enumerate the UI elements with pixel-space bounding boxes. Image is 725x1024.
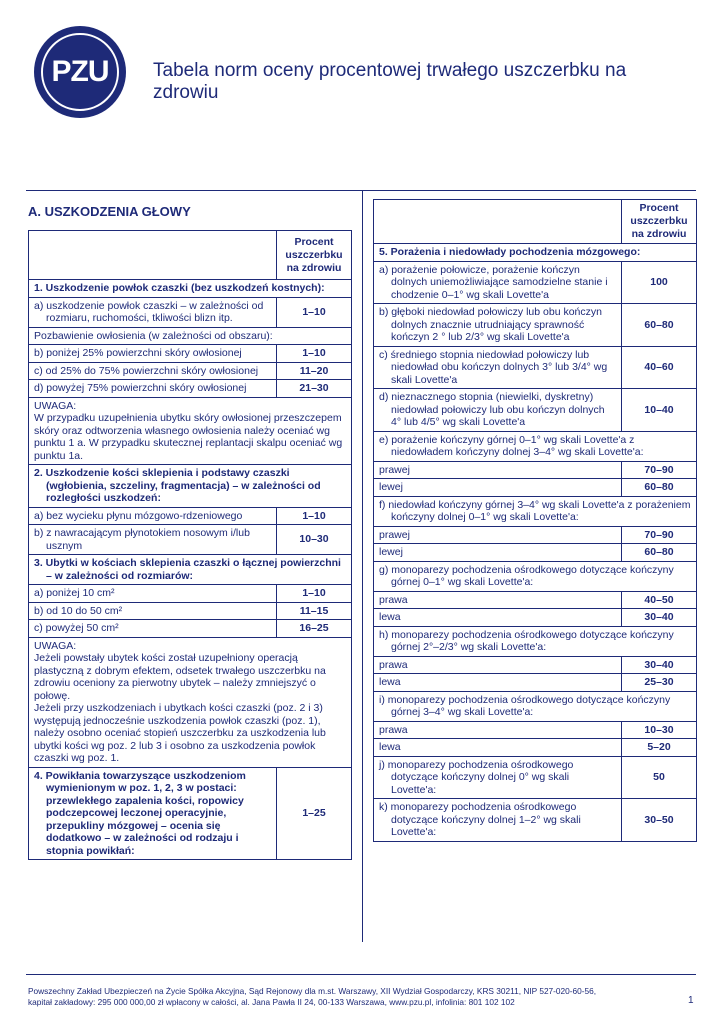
table-row [374,591,697,609]
limb-side-label [374,544,622,562]
percent-value: 70–90 [622,461,697,479]
row-text: prawej [379,528,410,541]
table-row [29,555,352,585]
row-text: lewa [379,741,401,753]
table-row [374,544,697,562]
table-row [29,507,352,525]
table-row [374,304,697,347]
limb-side-label [374,609,622,627]
table-row [29,362,352,380]
row-description [374,799,622,842]
table-row [29,767,352,860]
row-text: j) monoparezy pochodzenia ośrodkowego dotyczące kończyny dolnej 0° wg skali Lovette'a: [379,758,574,796]
limb-side-label [374,461,622,479]
row-text: UWAGA: W przypadku uzupełnienia ubytku skóry owłosionej przeszczepem skóry oraz odtworzenia własnego owłosienia należy oceniać wg punktu 1 a. W przypadku skutecznej replantacji skalpu oceniać wg punktu 1a. [34,399,343,462]
table-row [374,479,697,497]
table-row [29,620,352,638]
footer-line-2: kapitał zakładowy: 295 000 000,00 zł wpłacony w całości, al. Jana Pawła II 24, 00-133 Warszawa, www.pzu.pl, infolinia: 801 102 102 [28,997,515,1007]
table-row [374,244,697,262]
row-text: d) powyżej 75% powierzchni skóry owłosionej [34,382,247,394]
row-description [374,561,697,591]
row-text: prawa [379,593,408,606]
percent-value: 40–50 [622,591,697,609]
percent-value: 21–30 [277,380,352,398]
percent-value: 30–40 [622,609,697,627]
percent-value: 70–90 [622,526,697,544]
row-text: e) porażenie kończyny górnej 0–1° wg skali Lovette'a z niedowładem kończyny dolnej 3–4° wg skali Lovette'a: [379,433,644,458]
row-description [29,345,277,363]
row-description [29,380,277,398]
left-norms-table [28,230,352,860]
table-header-row [29,231,352,280]
header-empty-cell [374,200,622,244]
table-row [374,526,697,544]
row-description [374,346,622,389]
pzu-logo-ring [41,33,119,111]
limb-side-label [374,739,622,757]
row-text: prawa [379,723,408,736]
percent-value: 5–20 [622,739,697,757]
row-text: a) porażenie połowicze, porażenie kończyn dolnych uniemożliwiające samodzielne stanie i chodzenie 0–1° wg skali Lovette'a [379,263,608,301]
row-text: UWAGA: Jeżeli powstały ubytek kości został uzupełniony operacją plastyczną z dobrym efektem, odsetek trwałego uszczerbku na zdrowiu oceniony za pierwotny ubytek – należy zmniejszyć o połowę. Jeżeli przy uszkodzeniach i ubytkach kości czaszki (poz. 2 i 3) występują jednocześnie uszkodzenia powłok czaszki (poz. 1), należy osobno oceniać stopień uszczerbku za uszkodzenia lub ubytki kości wg poz. 2 lub 3 i osobno za uszkodzenia powłok czaszki wg poz. 1. [34,639,326,764]
percent-value: 10–30 [277,525,352,555]
row-text: 4. Powikłania towarzyszące uszkodzeniom wymienionym w poz. 1, 2, 3 w postaci: przewlekłego zapalenia kości, ropowicy podczepcowej leczonej operacyjnie, przepukliny mózgowej – ocenia się dodatkowo – w zależności od rodzaju i stopnia powikłań: [34,769,246,857]
row-text: a) poniżej 10 cm² [34,587,115,599]
table-row [374,609,697,627]
section-heading [29,465,352,508]
row-description [374,304,622,347]
limb-side-label [374,674,622,692]
row-description [374,389,622,432]
percent-value: 100 [622,261,697,304]
row-description [374,626,697,656]
footer-line-1: Powszechny Zakład Ubezpieczeń na Życie Spółka Akcyjna, Sąd Rejonowy dla m.st. Warszawy, XII Wydział Gospodarczy, KRS 30211, NIP 527-020-60-56, [28,986,597,996]
header-empty-cell [29,231,277,280]
row-description [374,496,697,526]
row-description [374,431,697,461]
table-row [29,327,352,345]
table-row [374,561,697,591]
row-text: b) od 10 do 50 cm² [34,604,123,617]
section-heading [29,767,277,860]
column-divider [362,191,363,942]
section-heading [374,244,697,262]
section-heading [29,555,352,585]
percent-value: 1–25 [277,767,352,860]
percent-value: 60–80 [622,479,697,497]
row-text: lewa [379,611,401,623]
table-row [374,799,697,842]
row-text: b) głęboki niedowład połowiczy lub obu kończyn dolnych znacznie utrudniający sprawność kończyn 2 ° lub 2/3° wg skali Lovette'a [379,306,602,343]
percent-value: 16–25 [277,620,352,638]
table-row [374,739,697,757]
limb-side-label [374,526,622,544]
row-text: c) średniego stopnia niedowład połowiczy lub niedowład obu kończyn dolnych 3° lub 3/4° wg skali Lovette'a [379,348,608,386]
percent-value: 30–40 [622,656,697,674]
limb-side-label [374,591,622,609]
row-description [29,507,277,525]
row-text: lewej [379,546,403,558]
limb-side-label [374,479,622,497]
row-description [29,525,277,555]
table-row [374,721,697,739]
table-row [29,397,352,465]
right-norms-table [373,199,697,842]
section-heading [29,280,352,298]
limb-side-label [374,721,622,739]
left-table-body [29,231,352,860]
table-row [374,261,697,304]
table-row [374,626,697,656]
table-row [29,280,352,298]
table-row [29,585,352,603]
row-description [29,327,352,345]
row-description [29,620,277,638]
table-row [29,637,352,767]
row-text: Pozbawienie owłosienia (w zależności od obszaru): [34,329,273,342]
percent-value: 10–40 [622,389,697,432]
row-text: b) z nawracającym płynotokiem nosowym i/lub usznym [34,527,250,552]
percent-value: 25–30 [622,674,697,692]
row-text: g) monoparezy pochodzenia ośrodkowego dotyczące kończyny górnej 0–1° wg skali Lovette'a: [379,563,674,588]
row-text: a) bez wycieku płynu mózgowo-rdzeniowego [34,509,243,522]
pzu-logo [34,26,126,118]
row-text: b) poniżej 25% powierzchni skóry owłosionej [34,347,242,359]
table-header-row [374,200,697,244]
table-row [374,389,697,432]
percent-value: 1–10 [277,345,352,363]
row-text: 5. Porażenia i niedowłady pochodzenia mózgowego: [379,246,641,258]
table-row [374,656,697,674]
percent-value: 1–10 [277,507,352,525]
row-description [374,691,697,721]
row-description [29,397,352,465]
table-row [29,297,352,327]
table-row [374,691,697,721]
row-text: d) nieznacznego stopnia (niewielki, dyskretny) niedowład połowiczy lub obu kończyn dolnych 4° lub 4/5° wg skali Lovette'a [379,391,605,428]
row-text: h) monoparezy pochodzenia ośrodkowego dotyczące kończyny górnej 2°–2/3° wg skali Lovette'a: [379,628,674,653]
row-text: i) monoparezy pochodzenia ośrodkowego dotyczące kończyny górnej 3–4° wg skali Lovette'a: [379,693,671,718]
footer-divider [26,974,696,975]
row-text: k) monoparezy pochodzenia ośrodkowego dotyczące kończyny dolnej 1–2° wg skali Lovette'a: [379,801,581,838]
percent-value: 60–80 [622,304,697,347]
row-description [29,637,352,767]
row-text: lewej [379,481,403,493]
table-row [29,345,352,363]
row-text: c) powyżej 50 cm² [34,622,119,634]
percent-value: 40–60 [622,346,697,389]
table-row [374,756,697,799]
percent-value: 1–10 [277,297,352,327]
table-row [374,674,697,692]
percent-value: 30–50 [622,799,697,842]
table-row [374,431,697,461]
section-a-title: A. USZKODZENIA GŁOWY [28,204,191,219]
table-row [29,525,352,555]
column-header: Procent uszczerbku na zdrowiu [622,200,697,244]
table-row [29,380,352,398]
table-row [374,346,697,389]
percent-value: 1–10 [277,585,352,603]
row-text: f) niedowład kończyny górnej 3–4° wg skali Lovette'a z porażeniem kończyny dolnej 0–1° wg skali Lovette'a: [379,498,691,523]
row-text: prawej [379,463,410,476]
row-text: a) uszkodzenie powłok czaszki – w zależności od rozmiaru, ruchomości, tkliwości blizn itp. [34,299,264,324]
percent-value: 60–80 [622,544,697,562]
row-description [29,362,277,380]
limb-side-label [374,656,622,674]
percent-value: 11–20 [277,362,352,380]
row-text: 2. Uszkodzenie kości sklepienia i podstawy czaszki (wgłobienia, szczeliny, fragmentacja) – w zależności od rozległości uszkodzeń: [34,467,321,504]
right-table-body [374,200,697,842]
table-row [29,465,352,508]
table-row [374,461,697,479]
top-divider [26,190,696,191]
percent-value: 50 [622,756,697,799]
row-description [29,602,277,620]
row-text: c) od 25% do 75% powierzchni skóry owłosionej [34,364,259,377]
row-description [29,297,277,327]
table-row [374,496,697,526]
percent-value: 10–30 [622,721,697,739]
row-text: 1. Uszkodzenie powłok czaszki (bez uszkodzeń kostnych): [34,282,325,294]
row-text: prawa [379,658,408,671]
footer [28,986,668,1008]
row-description [29,585,277,603]
table-row [29,602,352,620]
row-description [374,756,622,799]
page-number: 1 [688,995,694,1006]
row-text: lewa [379,676,401,688]
column-header: Procent uszczerbku na zdrowiu [277,231,352,280]
pzu-logo-text: PZU [51,55,109,88]
percent-value: 11–15 [277,602,352,620]
row-text: 3. Ubytki w kościach sklepienia czaszki o łącznej powierzchni – w zależności od rozmiarów: [34,557,341,582]
page-title: Tabela norm oceny procentowej trwałego uszczerbku na zdrowiu [153,60,627,103]
row-description [374,261,622,304]
